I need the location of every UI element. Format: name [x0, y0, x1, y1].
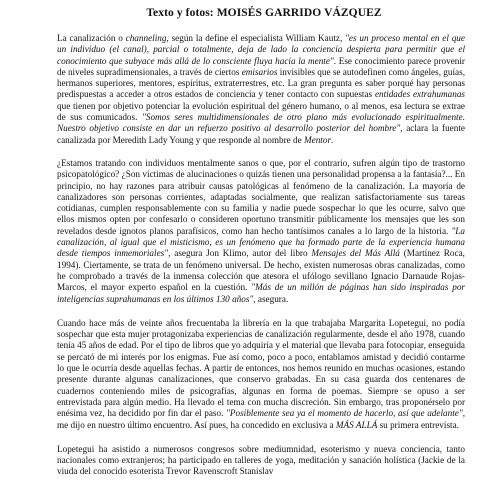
text-run: , según la define el especialista William Kautz,: [166, 33, 346, 43]
text-run: , aclara la fuente canalizada por Meredith Lady Young y que responde al nombre de: [57, 123, 465, 145]
paragraph-1: [57, 33, 465, 146]
text-run: .: [331, 134, 334, 145]
text-run: . Ese conocimiento parece provenir de niveles supradimensionales, a través de ciertos: [57, 55, 465, 77]
text-run: que tienen por objetivo potenciar la evolución espiritual del género humano, o al menos, esa lectura se extrae de sus comunicados.: [57, 100, 465, 123]
italic-run: Mentor: [303, 134, 332, 145]
paragraph-3: [57, 318, 465, 431]
text-run: invisibles que se autodefinen como ángeles, guías, hermanos superiores, mentores, espíritus, extraterrestres, etc. La gran pregunta es saber porqué hay personas predispuestas a acceder a otros estados de conciencia y tener contacto con supuestas: [57, 66, 465, 100]
italic-run: "es un proceso mental en el que un individuo (el canal), parcial o totalmente, deja de lado la conciencia despierta para permitir que el conocimiento que subyace más allá de lo consciente fluya hacia la mente": [57, 33, 465, 66]
paragraph-4: [57, 444, 465, 478]
text-run: , me dijo en nuestro último encuentro. Así pues, ha concedido en exclusiva a: [57, 408, 465, 430]
text-run: , asegura.: [253, 293, 289, 304]
italic-run: MÁS ALLÁ: [335, 419, 378, 430]
byline: Texto y fotos: MOISÉS GARRIDO VÁZQUEZ: [146, 7, 382, 19]
italic-run: "Somos seres multidimensionales de otro plano más evolucionado espiritualmente. Nuestro objetivo consiste en dar un refuerzo positivo al desarrollo posterior del hombre": [57, 112, 465, 134]
text-run: Lopetegui ha asistido a numerosos congresos sobre mediumnidad, esoterismo y nueva conciencia, tanto nacionales como extranjeros; ha participado en talleres de yoga, meditación y sanación holística (Jackie de la viuda del conocido esoterista Trevor Ravenscroft Stanislav: [57, 443, 465, 477]
text-run: La canalización o: [57, 33, 126, 43]
italic-run: emisarios: [241, 66, 278, 77]
text-run: su primera entrevista.: [377, 419, 459, 430]
italic-run: "Posiblemente sea ya el momento de hacerlo, así que adelante": [226, 408, 463, 419]
text-run: (Martínez Roca, 1994). Ciertamente, se trata de un fenómeno universal. De hecho, existen numerosas obras canalizadas, como he comprobado a través de la inmensa colección que atesora el ufólogo sevillano Ignacio Darnaude Rojas-Marcos, el mayor experto español en la cuestión.: [57, 248, 465, 293]
italic-run: entidades extrahumanas: [374, 89, 465, 100]
text-run: Cuando hace más de veinte años frecuentaba la librería en la que trabajaba Margarita Lopetegui, no podía sospechar que esta mujer protagonizaba experiencias de canalización regularmente, desde el año 1978, cuando tenía 45 años de edad. Por el tipo de libros que yo adquiría y el material que llevaba para fotocopiar, enseguida se percató de mi interés por los enigmas. Fue así como, poco a poco, entablamos amistad y decidió contarme lo que le ocurría desde aquellas fechas. A partir de entonces, nos hemos reunido en muchas ocasiones, estando presente durante algunas canalizaciones, que conservo grabadas. En su casa guarda dos centenares de cuadernos conteniendo miles de psicografías, algunas en forma de poemas. Siempre se opuso a ser entrevistada para algún medio. Ha llevado el tema con mucha discreción. Sin embargo, tras proponérselo por enésima vez, ha decidido por fin dar el paso.: [57, 317, 465, 419]
italic-run: "Más de un millón de páginas han sido inspiradas por inteligencias suprahumanas en los últimos 130 años": [57, 282, 465, 304]
italic-run: Mensajes del Más Allá: [311, 248, 400, 259]
italic-run: channeling: [125, 33, 167, 43]
text-run: ¿Estamos tratando con individuos mentalmente sanos o que, por el contrario, sufren algún tipo de trastorno psicopatológico? ¿Son víctimas de alucinaciones o quizás tienen una personalidad propensa a la fantasía?... En principio, no hay razones para atribuir causas patológicas al fenómeno de la canalización. La mayoría de canalizadores son personas corrientes, adaptadas socialmente, que realizan satisfactoriamente sus tareas cotidianas, cumplen responsablemente con su familia y nadie puede sospechar lo que les ocurre, salvo que ellos mismos opten por confesarlo o consideren oportuno transmitir públicamente los mensajes que les son revelados desde ignotos planos parafísicos, como han hecho tantísimos canales a lo largo de la historia.: [57, 157, 465, 236]
text-run: , asegura Jon Klimo, autor del libro: [168, 248, 312, 259]
italic-run: "La canalización, al igual que el misticismo, es un fenómeno que ha formado parte de la experiencia humana desde tiempos inmemoriales": [57, 225, 465, 259]
paragraph-2: [57, 158, 465, 305]
